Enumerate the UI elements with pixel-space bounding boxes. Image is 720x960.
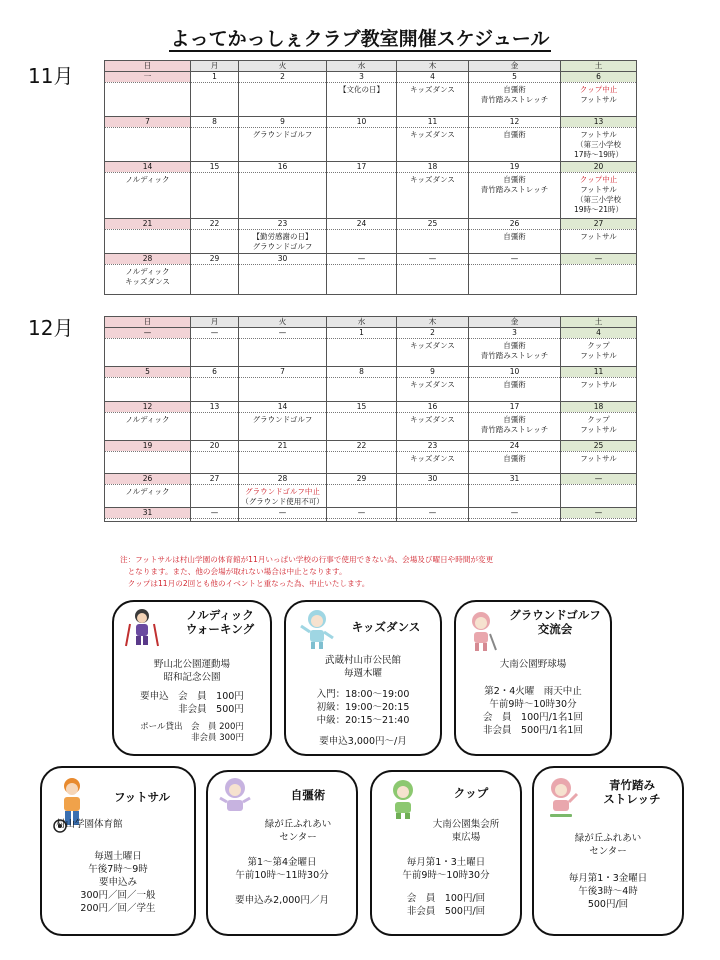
card-body [42, 850, 194, 915]
weekday-header: 金 [469, 61, 561, 72]
event-cell [561, 83, 637, 117]
date-cell: 21 [105, 219, 191, 230]
card-line: 要申込3,000円〜/月 [319, 736, 407, 747]
event-line: 自彊術 [503, 175, 526, 184]
event-cell [105, 452, 191, 474]
card-line: 大南公園集会所 [432, 819, 500, 830]
event-cell [239, 265, 327, 295]
event-cell [239, 230, 327, 254]
event-line: クップ中止 [579, 85, 618, 94]
event-line: フットサル [580, 95, 617, 104]
date-cell: 4 [397, 72, 469, 83]
weekday-header: 土 [561, 61, 637, 72]
event-cell [191, 339, 239, 367]
card-nordic [112, 600, 272, 756]
date-cell: 9 [239, 117, 327, 128]
weekday-header: 木 [397, 61, 469, 72]
event-line: 青竹踏みストレッチ [480, 425, 549, 434]
date-cell: 27 [191, 474, 239, 485]
date-cell: 31 [469, 474, 561, 485]
event-cell [561, 173, 637, 219]
card-line: 武蔵村山市公民館 [324, 655, 401, 666]
event-cell [327, 519, 397, 522]
date-cell: — [397, 254, 469, 265]
card-title: 青竹踏み ストレッチ [603, 778, 661, 806]
event-line: フットサル [580, 425, 617, 434]
card-line: 昭和記念公園 [163, 672, 221, 683]
event-cell [105, 519, 191, 522]
event-cell [561, 128, 637, 162]
event-line: 自彊術 [503, 454, 526, 463]
card-line: 非会員 500円 [140, 704, 244, 715]
date-cell: 16 [239, 162, 327, 173]
event-cell [561, 378, 637, 402]
date-cell: 1 [191, 72, 239, 83]
event-cell [469, 173, 561, 219]
note-line: クップは11月の2回とも他のイベントと重なった為、中止いたします。 [120, 579, 370, 588]
event-line: 17時〜19時） [573, 150, 624, 159]
card-title: キッズダンス [351, 620, 421, 634]
event-cell [191, 128, 239, 162]
event-cell [105, 485, 191, 508]
card-line: 毎月第1・3金曜日 [568, 873, 648, 884]
card-line: 非会員 500円/1名1回 [483, 725, 583, 736]
event-cell [469, 378, 561, 402]
weekday-header: 水 [327, 61, 397, 72]
event-cell [469, 452, 561, 474]
date-cell: 18 [561, 402, 637, 413]
date-cell: — [397, 508, 469, 519]
card-line: 大南公園野球場 [499, 659, 567, 670]
date-cell: 5 [105, 367, 191, 378]
event-cell [327, 230, 397, 254]
event-cell [239, 519, 327, 522]
event-cell [191, 413, 239, 441]
date-cell: 21 [239, 441, 327, 452]
event-line: フットサル [580, 185, 617, 194]
december-calendar [104, 316, 637, 522]
event-cell [397, 339, 469, 367]
card-line: 午後3時〜4時 [578, 886, 638, 897]
event-cell [561, 413, 637, 441]
event-cell [239, 452, 327, 474]
event-line: キッズダンス [410, 454, 455, 463]
date-cell: 31 [105, 508, 191, 519]
card-line: 非会員 300円 [140, 733, 244, 743]
event-cell [105, 413, 191, 441]
date-cell: 30 [397, 474, 469, 485]
kupp-player-icon [384, 778, 422, 820]
event-cell [469, 265, 561, 295]
date-cell: — [469, 508, 561, 519]
card-line: 緑が丘ふれあい [264, 819, 332, 830]
event-cell [327, 413, 397, 441]
event-cell [191, 265, 239, 295]
event-cell [105, 83, 191, 117]
event-line: グラウンドゴルフ [252, 130, 313, 139]
event-cell [469, 519, 561, 522]
date-cell: 29 [327, 474, 397, 485]
card-line: 中級：20:15〜21:40 [316, 715, 410, 726]
date-cell: — [561, 254, 637, 265]
card-body [534, 832, 682, 911]
date-cell: 10 [469, 367, 561, 378]
card-line: 午後7時〜9時 [88, 864, 148, 875]
event-cell [327, 265, 397, 295]
date-cell: 24 [327, 219, 397, 230]
card-line: 300円／回／一般 [80, 890, 156, 901]
date-cell: 7 [105, 117, 191, 128]
date-cell: 3 [469, 328, 561, 339]
card-kids-dance [284, 600, 442, 756]
date-cell: 20 [561, 162, 637, 173]
date-cell: 6 [561, 72, 637, 83]
card-line: 入門：18:00〜19:00 [316, 689, 410, 700]
date-cell: 5 [469, 72, 561, 83]
card-body [208, 856, 356, 907]
event-cell [239, 173, 327, 219]
event-cell [239, 128, 327, 162]
date-cell: 13 [561, 117, 637, 128]
event-cell [327, 485, 397, 508]
event-line: 青竹踏みストレッチ [480, 351, 549, 360]
date-cell: 12 [105, 402, 191, 413]
date-cell: 6 [191, 367, 239, 378]
event-cell [105, 230, 191, 254]
date-cell: 3 [327, 72, 397, 83]
date-cell: 一 [105, 72, 191, 83]
card-jikyo [206, 770, 358, 936]
date-cell: 19 [469, 162, 561, 173]
date-cell: 2 [397, 328, 469, 339]
event-line: キッズダンス [410, 85, 455, 94]
card-body [372, 856, 520, 918]
card-line: 毎月第1・3土曜日 [406, 857, 486, 868]
event-cell [239, 378, 327, 402]
stretch-figure-icon [542, 776, 580, 818]
event-line: グラウンドゴルフ [252, 415, 313, 424]
event-cell [469, 413, 561, 441]
event-line: 自彊術 [503, 341, 526, 350]
date-cell: 11 [397, 117, 469, 128]
card-body [224, 818, 372, 844]
date-cell: 11 [561, 367, 637, 378]
event-cell [191, 230, 239, 254]
event-line: クップ [587, 341, 610, 350]
card-body [286, 654, 440, 748]
event-cell [469, 339, 561, 367]
event-cell [327, 128, 397, 162]
event-line: ノルディック [125, 267, 170, 276]
event-cell [561, 265, 637, 295]
nordic-walker-icon [124, 606, 162, 648]
event-cell [397, 173, 469, 219]
event-line: クップ中止 [579, 175, 618, 184]
date-cell: — [327, 254, 397, 265]
date-cell: — [239, 508, 327, 519]
date-cell: — [469, 254, 561, 265]
card-line: 第1〜第4金曜日 [247, 857, 317, 868]
date-cell: 22 [191, 219, 239, 230]
event-cell [561, 452, 637, 474]
date-cell: 14 [105, 162, 191, 173]
card-title: フットサル [113, 790, 171, 804]
event-cell [397, 413, 469, 441]
event-line: グラウンドゴルフ [252, 242, 313, 251]
event-line: フットサル [580, 232, 617, 241]
date-cell: — [561, 508, 637, 519]
card-line: センター [589, 846, 627, 857]
event-line: フットサル [580, 380, 617, 389]
card-line: 野山北公園運動場 [153, 659, 230, 670]
dancer-icon [298, 608, 336, 650]
note-line: 注：フットサルは村山学園の体育館が11月いっぱい学校の行事で使用できない為、会場及び曜日や時間が変更 [120, 555, 494, 564]
card-futsal [40, 766, 196, 936]
weekday-header: 日 [105, 61, 191, 72]
date-cell: 23 [239, 219, 327, 230]
november-calendar [104, 60, 637, 295]
event-line: （第三小学校 [576, 195, 621, 204]
date-cell: — [239, 328, 327, 339]
date-cell: 10 [327, 117, 397, 128]
weekday-header: 金 [469, 317, 561, 328]
card-line: ポール貸出 会 員 200円 [140, 722, 244, 732]
event-cell [397, 378, 469, 402]
event-line: 青竹踏みストレッチ [480, 185, 549, 194]
date-cell: 30 [239, 254, 327, 265]
event-cell [239, 339, 327, 367]
date-cell: 25 [397, 219, 469, 230]
date-cell: — [191, 508, 239, 519]
card-line: 500円/回 [587, 899, 629, 910]
november-label: 11月 [28, 64, 74, 88]
date-cell: — [561, 474, 637, 485]
event-cell [469, 128, 561, 162]
event-cell [397, 485, 469, 508]
event-cell [239, 83, 327, 117]
weekday-header: 月 [191, 61, 239, 72]
weekday-header: 火 [239, 61, 327, 72]
event-cell [397, 519, 469, 522]
date-cell: 20 [191, 441, 239, 452]
card-ground-golf [454, 600, 612, 756]
card-aotake [532, 766, 684, 936]
card-line: 会 員 100円/1名1回 [483, 712, 583, 723]
date-cell: 15 [327, 402, 397, 413]
event-cell [105, 173, 191, 219]
card-line: 東広場 [451, 832, 481, 843]
card-title: クップ [453, 786, 489, 800]
date-cell: 8 [327, 367, 397, 378]
event-line: 自彊術 [503, 85, 526, 94]
card-line: センター [279, 832, 317, 843]
date-cell: 25 [561, 441, 637, 452]
event-cell [327, 83, 397, 117]
date-cell: 18 [397, 162, 469, 173]
event-cell [397, 265, 469, 295]
event-cell [191, 83, 239, 117]
date-cell: 26 [105, 474, 191, 485]
card-title: 自彊術 [290, 788, 326, 802]
event-cell [239, 413, 327, 441]
event-line: フットサル [580, 130, 617, 139]
event-cell [191, 173, 239, 219]
event-cell [469, 485, 561, 508]
december-label: 12月 [28, 316, 74, 340]
event-line: 【勤労感謝の日】 [252, 232, 313, 241]
notice-text [120, 554, 640, 590]
weekday-header: 月 [191, 317, 239, 328]
date-cell: 23 [397, 441, 469, 452]
event-line: ノルディック [125, 415, 170, 424]
card-line: 要申込み [98, 877, 137, 888]
card-line: 毎週木曜 [343, 668, 382, 679]
date-cell: 28 [239, 474, 327, 485]
weekday-header: 土 [561, 317, 637, 328]
card-title: ノルディック ウォーキング [185, 608, 255, 636]
date-cell: 4 [561, 328, 637, 339]
weekday-header: 水 [327, 317, 397, 328]
date-cell: 14 [239, 402, 327, 413]
event-line: キッズダンス [410, 415, 455, 424]
event-cell [327, 452, 397, 474]
event-line: キッズダンス [125, 277, 170, 286]
date-cell: 27 [561, 219, 637, 230]
event-line: キッズダンス [410, 130, 455, 139]
event-cell [469, 230, 561, 254]
date-cell: 29 [191, 254, 239, 265]
date-cell: 9 [397, 367, 469, 378]
event-cell [327, 173, 397, 219]
card-line: 午前9時〜10時30分 [489, 699, 577, 710]
event-cell [561, 485, 637, 508]
date-cell: 28 [105, 254, 191, 265]
event-cell [239, 485, 327, 508]
event-line: キッズダンス [410, 380, 455, 389]
card-body [114, 658, 270, 744]
event-line: （グラウンド使用不可） [241, 497, 324, 506]
event-cell [469, 83, 561, 117]
date-cell: 26 [469, 219, 561, 230]
event-line: グラウンドゴルフ中止 [245, 487, 320, 496]
weekday-header: 木 [397, 317, 469, 328]
jikyo-figure-icon [216, 776, 254, 818]
event-line: ノルディック [125, 175, 170, 184]
event-line: 自彊術 [503, 232, 526, 241]
date-cell: 19 [105, 441, 191, 452]
card-body [456, 658, 610, 737]
event-line: 自彊術 [503, 130, 526, 139]
event-line: フットサル [580, 454, 617, 463]
date-cell: — [327, 508, 397, 519]
date-cell: 7 [239, 367, 327, 378]
event-line: 青竹踏みストレッチ [480, 95, 549, 104]
date-cell: 8 [191, 117, 239, 128]
date-cell: — [105, 328, 191, 339]
event-cell [191, 452, 239, 474]
event-cell [327, 378, 397, 402]
event-cell [327, 339, 397, 367]
card-title: グラウンドゴルフ 交流会 [509, 608, 601, 636]
date-cell: 15 [191, 162, 239, 173]
event-cell [105, 265, 191, 295]
event-cell [191, 378, 239, 402]
event-line: キッズダンス [410, 175, 455, 184]
date-cell: 17 [327, 162, 397, 173]
date-cell: 12 [469, 117, 561, 128]
event-line: フットサル [580, 351, 617, 360]
card-line: 要申込 会 員 100円 [140, 691, 244, 702]
card-line: 会 員 100円/回 [406, 893, 486, 904]
event-cell [397, 230, 469, 254]
event-line: クップ [587, 415, 610, 424]
event-cell [397, 452, 469, 474]
weekday-header: 火 [239, 317, 327, 328]
event-line: 自彊術 [503, 415, 526, 424]
date-cell: 1 [327, 328, 397, 339]
date-cell: 17 [469, 402, 561, 413]
event-cell [561, 230, 637, 254]
date-cell: — [191, 328, 239, 339]
event-cell [105, 339, 191, 367]
event-cell [105, 128, 191, 162]
event-cell [397, 128, 469, 162]
date-cell: 22 [327, 441, 397, 452]
card-line: 第2・4火曜 雨天中止 [484, 686, 582, 697]
card-line: 非会員 500円/回 [406, 906, 486, 917]
event-line: キッズダンス [410, 341, 455, 350]
card-line: 毎週土曜日 [94, 851, 142, 862]
card-line: 初級：19:00〜20:15 [316, 702, 410, 713]
golfer-icon [462, 610, 500, 652]
page-title: よってかっしぇクラブ教室開催スケジュール [170, 28, 550, 50]
date-cell: 24 [469, 441, 561, 452]
event-line: ノルディック [125, 487, 170, 496]
date-cell: 13 [191, 402, 239, 413]
date-cell: 2 [239, 72, 327, 83]
event-cell [561, 339, 637, 367]
card-line: 午前9時〜10時30分 [402, 870, 490, 881]
card-line: 午前10時〜11時30分 [235, 870, 329, 881]
event-line: 19時〜21時） [573, 205, 624, 214]
weekday-header: 日 [105, 317, 191, 328]
event-cell [191, 485, 239, 508]
event-cell [105, 378, 191, 402]
card-location: 村山学園体育館 [56, 819, 123, 830]
card-line: 緑が丘ふれあい [574, 833, 642, 844]
card-line: 要申込み2,000円／月 [235, 895, 329, 906]
card-line: 200円／回／学生 [80, 903, 156, 914]
card-body [392, 818, 540, 844]
event-cell [561, 519, 637, 522]
event-cell [397, 83, 469, 117]
card-kupp [370, 770, 522, 936]
event-line: 【文化の日】 [339, 85, 384, 94]
event-line: 自彊術 [503, 380, 526, 389]
event-line: （第三小学校 [576, 140, 621, 149]
date-cell: 16 [397, 402, 469, 413]
note-line: となります。また、他の会場が取れない場合は中止となります。 [120, 567, 347, 576]
event-cell [191, 519, 239, 522]
